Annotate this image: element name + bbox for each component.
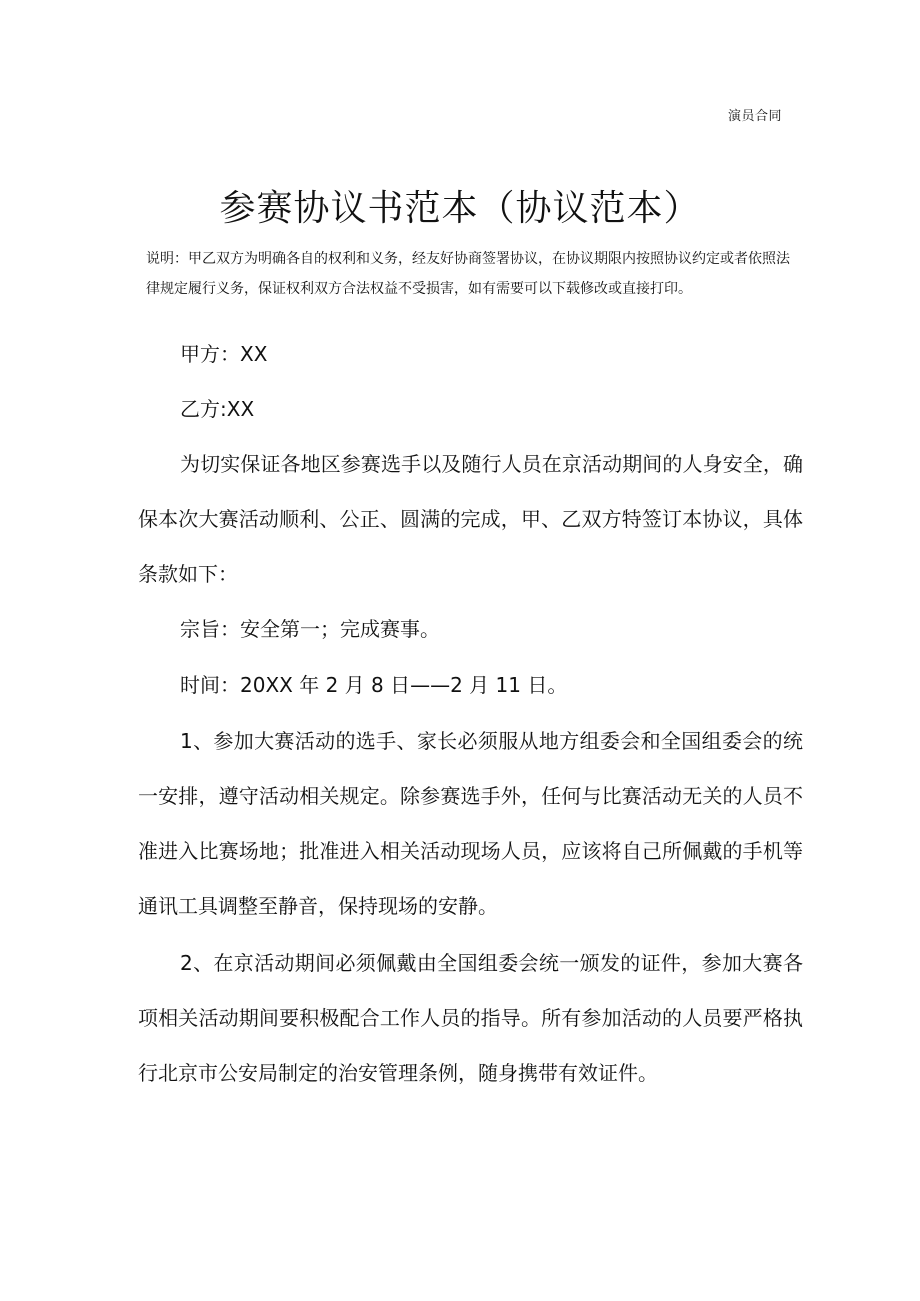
document-title: 参赛协议书范本（协议范本） <box>219 188 701 229</box>
header-label: 演员合同 <box>727 109 782 124</box>
document-note: 说明：甲乙双方为明确各自的权利和义务，经友好协商签署协议，在协议期限内按照协议约定或者依照法律规定履行义务，保证权利双方合法权益不受损害，如有需要可以下载修改或直接打印。 <box>146 251 790 297</box>
purpose-paragraph: 宗旨：安全第一；完成赛事。 <box>180 617 440 641</box>
party-a: 甲方：XX <box>180 342 268 366</box>
time-paragraph: 时间：20XX 年 2 月 8 日——2 月 11 日。 <box>180 673 568 697</box>
clause-paragraph: 1、参加大赛活动的选手、家长必须服从地方组委会和全国组委会的统一安排，遵守活动相关规定。除参赛选手外，任何与比赛活动无关的人员不准进入比赛场地；批准进入相关活动现场人员，应该将自己所佩戴的手机等通讯工具调整至静音，保持现场的安静。 <box>138 729 803 918</box>
clause-paragraph: 2、在京活动期间必须佩戴由全国组委会统一颁发的证件，参加大赛各项相关活动期间要积极配合工作人员的指导。所有参加活动的人员要严格执行北京市公安局制定的治安管理条例，随身携带有效证件。 <box>138 951 803 1085</box>
intro-paragraph: 为切实保证各地区参赛选手以及随行人员在京活动期间的人身安全，确保本次大赛活动顺利、公正、圆满的完成，甲、乙双方特签订本协议，具体条款如下： <box>138 452 803 586</box>
party-b: 乙方:XX <box>180 397 255 421</box>
